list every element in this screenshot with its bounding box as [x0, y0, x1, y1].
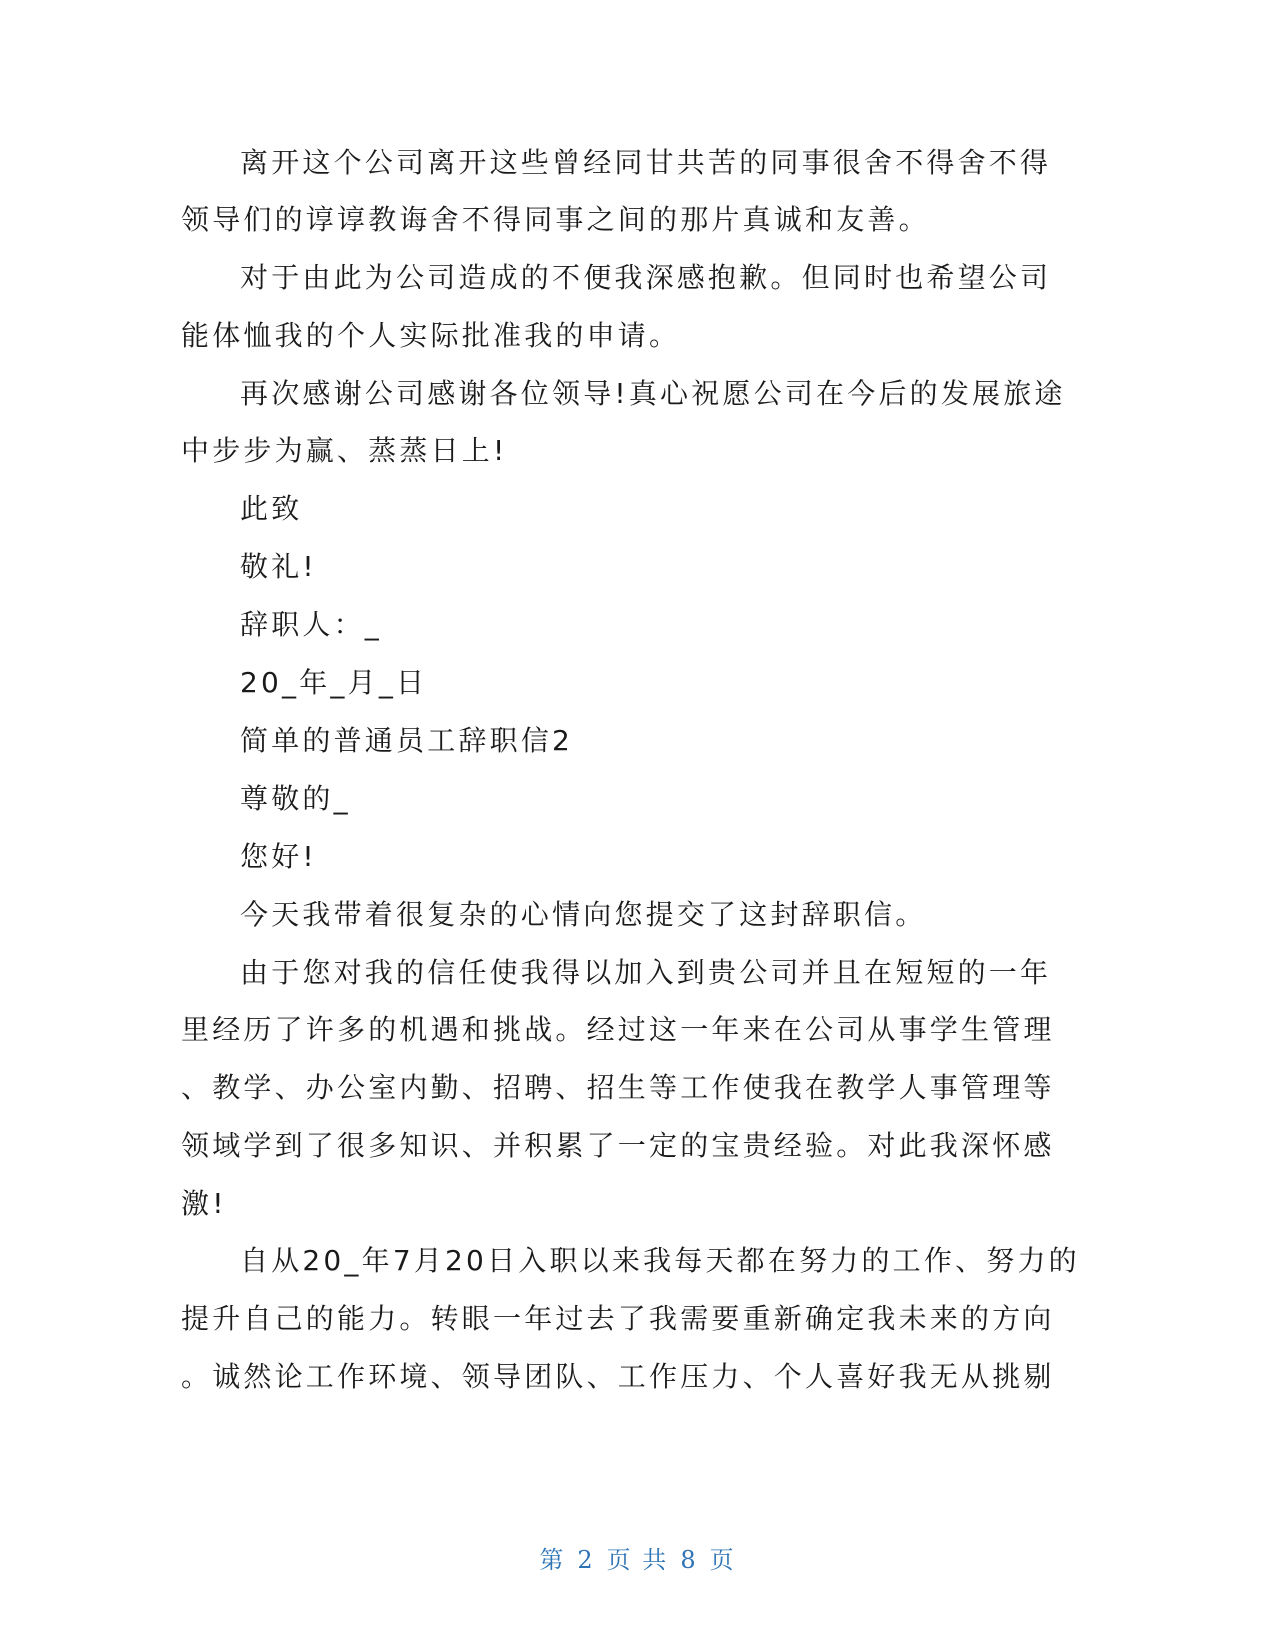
greeting-line: 尊敬的_ — [240, 782, 351, 815]
paragraph-line: 今天我带着很复杂的心情向您提交了这封辞职信。 — [240, 898, 927, 931]
paragraph-line: 提升自己的能力。转眼一年过去了我需要重新确定我未来的方向 — [181, 1302, 1055, 1335]
greeting-line: 您好! — [240, 840, 317, 873]
paragraph-line: 领域学到了很多知识、并积累了一定的宝贵经验。对此我深怀感 — [181, 1129, 1055, 1162]
paragraph-line: 激! — [181, 1187, 227, 1220]
salutation-line: 敬礼! — [240, 550, 317, 583]
footer-suffix: 页 — [709, 1546, 736, 1574]
closing-line: 此致 — [240, 492, 303, 525]
section-title: 简单的普通员工辞职信2 — [240, 724, 574, 757]
paragraph-line: 、教学、办公室内勤、招聘、招生等工作使我在教学人事管理等 — [181, 1071, 1055, 1104]
paragraph-line: 里经历了许多的机遇和挑战。经过这一年来在公司从事学生管理 — [181, 1013, 1055, 1046]
signer-line: 辞职人：_ — [240, 608, 383, 641]
paragraph-line: 离开这个公司离开这些曾经同甘共苦的同事很舍不得舍不得 — [240, 146, 1052, 179]
paragraph-line: 由于您对我的信任使我得以加入到贵公司并且在短短的一年 — [240, 956, 1052, 989]
paragraph-line: 中步步为赢、蒸蒸日上! — [181, 434, 508, 467]
footer-prefix: 第 — [539, 1546, 566, 1574]
current-page-number: 2 — [577, 1546, 595, 1574]
paragraph-line: 对于由此为公司造成的不便我深感抱歉。但同时也希望公司 — [240, 261, 1052, 294]
paragraph-line: 能体恤我的个人实际批准我的申请。 — [181, 319, 681, 352]
page-footer — [0, 1540, 1275, 1575]
total-pages-number: 8 — [680, 1546, 698, 1574]
paragraph-line: 。诚然论工作环境、领导团队、工作压力、个人喜好我无从挑剔 — [181, 1360, 1055, 1393]
footer-middle: 页 共 — [606, 1546, 669, 1574]
paragraph-line: 领导们的谆谆教诲舍不得同事之间的那片真诚和友善。 — [181, 203, 930, 236]
paragraph-line: 自从20_年7月20日入职以来我每天都在努力的工作、努力的 — [240, 1244, 1080, 1277]
paragraph-line: 再次感谢公司感谢各位领导!真心祝愿公司在今后的发展旅途 — [240, 377, 1066, 410]
date-line: 20_年_月_日 — [240, 666, 428, 699]
